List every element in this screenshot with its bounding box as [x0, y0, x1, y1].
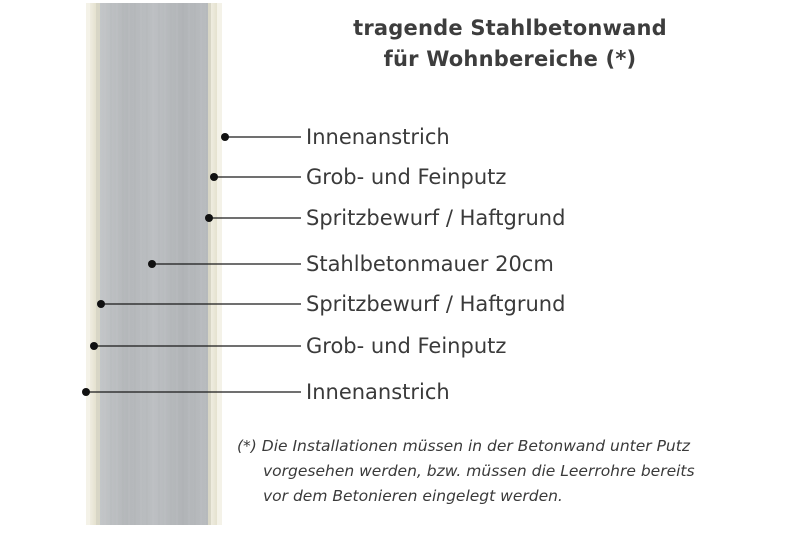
- footnote-line-1: (*) Die Installationen müssen in der Betonwand unter Putz: [237, 437, 690, 455]
- leader-dot-4: [148, 260, 156, 268]
- footnote-line-3: vor dem Betonieren eingelegt werden.: [263, 487, 563, 505]
- layer-label-plaster-bottom: Grob- und Feinputz: [306, 334, 507, 358]
- layer-label-bonding-top: Spritzbewurf / Haftgrund: [306, 206, 566, 230]
- leader-dot-7: [82, 388, 90, 396]
- leader-dot-6: [90, 342, 98, 350]
- layer-label-plaster-top: Grob- und Feinputz: [306, 165, 507, 189]
- footnote-line-2: vorgesehen werden, bzw. müssen die Leerrohre bereits: [263, 462, 695, 480]
- leader-dot-1: [221, 133, 229, 141]
- title-line-1: tragende Stahlbetonwand: [353, 16, 667, 40]
- layer-label-paint-top: Innenanstrich: [306, 125, 450, 149]
- leader-dot-2: [210, 173, 218, 181]
- leader-dot-5: [97, 300, 105, 308]
- layer-label-concrete: Stahlbetonmauer 20cm: [306, 252, 554, 276]
- bonding-coat-left: [96, 3, 100, 525]
- layer-label-paint-bottom: Innenanstrich: [306, 380, 450, 404]
- layer-label-bonding-bottom: Spritzbewurf / Haftgrund: [306, 292, 566, 316]
- plaster-layer-left: [90, 3, 97, 525]
- leader-dot-3: [205, 214, 213, 222]
- title-line-2: für Wohnbereiche (*): [383, 47, 637, 71]
